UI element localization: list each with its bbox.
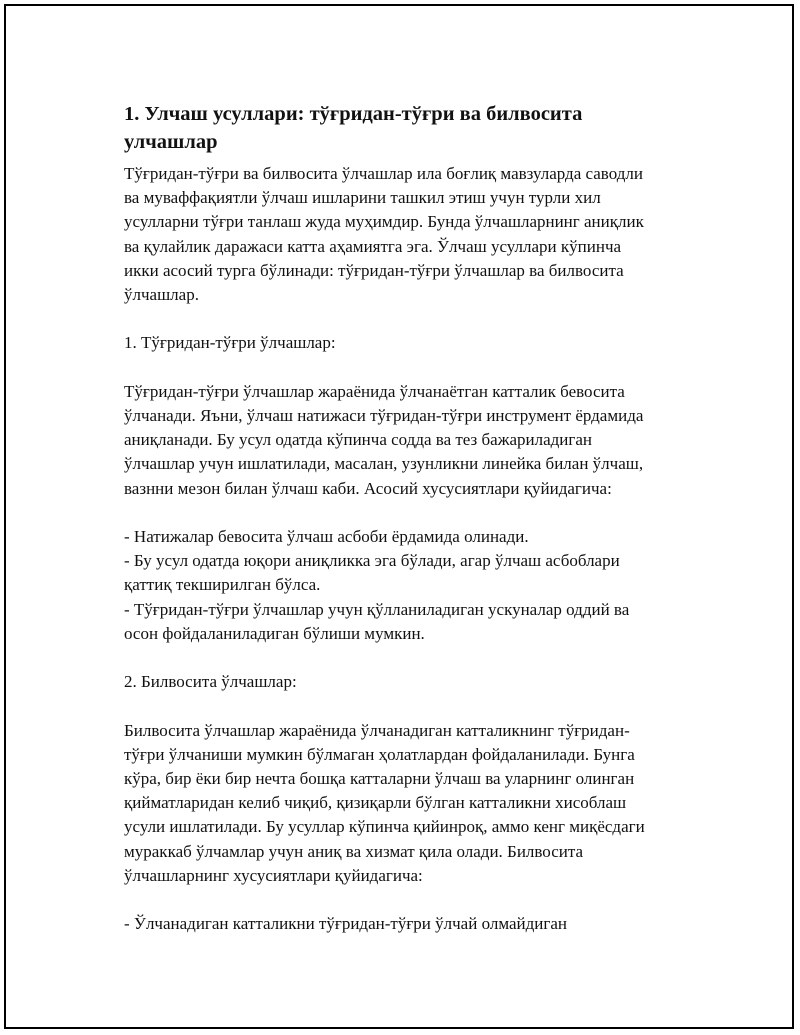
section-2-heading — [124, 670, 694, 694]
list-item: осон фойдаланиладиган бўлиши мумкин. — [124, 623, 425, 643]
text-line: ва муваффақиятли ўлчаш ишларини ташкил этиш учун турли хил — [124, 188, 601, 208]
text-line: 1. Тўғридан-тўғри ўлчашлар: — [124, 333, 336, 353]
document-body — [124, 100, 694, 936]
section-1-bullet-list — [124, 525, 694, 646]
text-line: Тўғридан-тўғри ва билвосита ўлчашлар ила боғлиқ мавзуларда саводли — [124, 164, 643, 183]
text-line: икки асосий турга бўлинади: тўғридан-тўғри ўлчашлар ва билвосита — [124, 260, 624, 280]
paragraph-gap — [124, 694, 694, 718]
section-1-paragraph — [124, 380, 694, 501]
text-line: қийматларидан келиб чиқиб, қизиқарли бўлган катталикни хисоблаш — [124, 793, 627, 813]
intro-paragraph — [124, 162, 694, 307]
document-title — [124, 100, 694, 156]
text-line: тўғри ўлчаниши мумкин бўлмаган ҳолатлардан фойдаланилади. Бунга — [124, 744, 635, 764]
text-line: ўлчашлар. — [124, 285, 199, 305]
paragraph-gap — [124, 356, 694, 380]
document-title-line-1: 1. Улчаш усуллари: тўғридан-тўғри ва билвосита — [124, 103, 583, 125]
paragraph-gap — [124, 501, 694, 525]
list-item: - Тўғридан-тўғри ўлчашлар учун қўлланиладиган ускуналар оддий ва — [124, 599, 630, 619]
document-title-line-2: улчашлар — [124, 131, 218, 153]
text-line: ўлчашлар учун ишлатилади, масалан, узунликни линейка билан ўлчаш, — [124, 454, 644, 474]
list-item: - Натижалар бевосита ўлчаш асбоби ёрдамида олинади. — [124, 527, 529, 546]
page-frame — [4, 4, 794, 1029]
text-line: ва қулайлик даражаси катта аҳамиятга эга. Ўлчаш усуллари кўпинча — [124, 236, 622, 256]
text-line: усулларни тўғри танлаш жуда муҳимдир. Бунда ўлчашларнинг аниқлик — [124, 212, 644, 232]
text-line: вазнни мезон билан ўлчаш каби. Асосий хусусиятлари қуйидагича: — [124, 478, 612, 498]
paragraph-gap — [124, 888, 694, 912]
text-line: Тўғридан-тўғри ўлчашлар жараёнида ўлчанаётган катталик бевосита — [124, 381, 625, 401]
text-line: 2. Билвосита ўлчашлар: — [124, 672, 297, 692]
section-2-paragraph — [124, 719, 694, 888]
list-item: - Ўлчанадиган катталикни тўғридан-тўғри ўлчай олмайдиган — [124, 914, 567, 934]
text-line: аниқланади. Бу усул одатда кўпинча содда ва тез бажариладиган — [124, 430, 592, 450]
paragraph-gap — [124, 307, 694, 331]
text-line: мураккаб ўлчамлар учун аниқ ва хизмат қила олади. Билвосита — [124, 841, 584, 861]
list-item: - Бу усул одатда юқори аниқликка эга бўлади, агар ўлчаш асбоблари — [124, 551, 620, 571]
section-2-bullet-list — [124, 912, 694, 936]
text-line: усули ишлатилади. Бу усуллар кўпинча қийинроқ, аммо кенг миқёсдаги — [124, 817, 645, 837]
section-1-heading — [124, 331, 694, 355]
text-line: ўлчашларнинг хусусиятлари қуйидагича: — [124, 865, 423, 885]
text-line: кўра, бир ёки бир нечта бошқа катталарни ўлчаш ва уларнинг олинган — [124, 769, 635, 788]
text-line: ўлчанади. Яъни, ўлчаш натижаси тўғридан-тўғри инструмент ёрдамида — [124, 406, 644, 425]
paragraph-gap — [124, 646, 694, 670]
text-line: Билвосита ўлчашлар жараёнида ўлчанадиган катталикнинг тўғридан- — [124, 720, 630, 740]
list-item: қаттиқ текширилган бўлса. — [124, 575, 321, 595]
